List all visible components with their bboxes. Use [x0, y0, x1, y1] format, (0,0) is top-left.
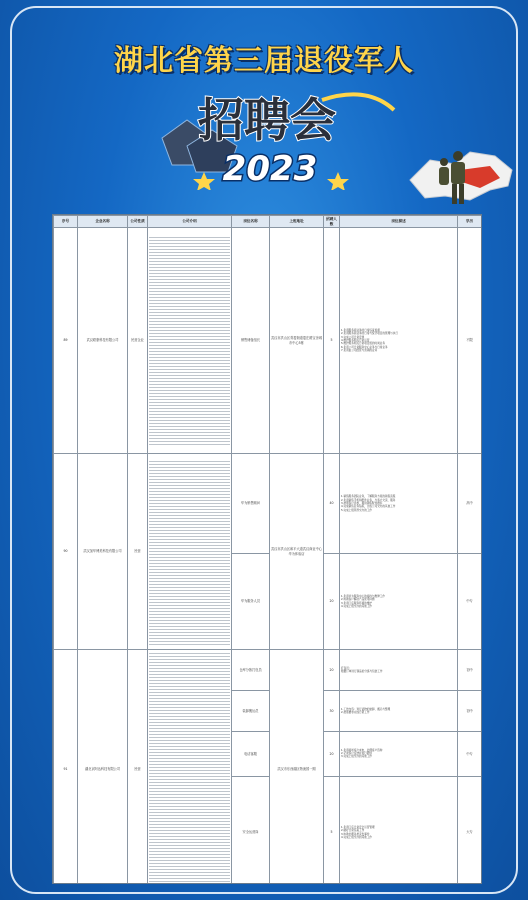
education: 中专	[458, 731, 482, 776]
position-name: 电话客服	[232, 731, 270, 776]
job-fair-logo	[132, 80, 402, 190]
company-intro	[148, 650, 232, 884]
logo-year: 2023	[222, 149, 318, 189]
header-education: 学历	[458, 216, 482, 228]
position-description: 打包员： 根据订单进行商品的分拣与包装工作	[340, 650, 458, 691]
company-nature: 民营	[128, 650, 148, 884]
hire-count: 5	[324, 228, 340, 454]
position-description: 1.负责服务商业务的日常巡查监督 2.负责服务商业务的日常与统计项目的管理与执行 3.完成公司日常安排 4.维护服务网点日常运营 5.维护服务网点日常项目组的时尚业务 6.负责公司日常服务中心业务与日常业务 7.负责由公司经营与营销的业务	[340, 228, 458, 454]
table-row	[54, 650, 482, 691]
header-intro: 公司介绍	[148, 216, 232, 228]
hire-count: 20	[324, 731, 340, 776]
education: 初中	[458, 691, 482, 732]
education: 不限	[458, 228, 482, 454]
company-intro	[148, 454, 232, 650]
company-name: 武汉联康科技有限公司	[78, 228, 128, 454]
intro-text-block	[149, 459, 230, 645]
hire-count: 20	[324, 554, 340, 650]
logo-text: 招聘会	[198, 93, 336, 147]
hire-count: 5	[324, 776, 340, 884]
table-row	[54, 228, 482, 454]
row-no: 90	[54, 454, 78, 650]
header-address: 上班地址	[270, 216, 324, 228]
hire-count: 40	[324, 454, 340, 554]
table-header-row	[54, 216, 482, 228]
intro-text-block	[149, 651, 230, 884]
work-address: 武汉市洪山区和平大道武汉商业中心华为体验店	[270, 454, 324, 650]
poster-title: 湖北省第三届退役军人	[113, 43, 414, 77]
education: 大专	[458, 776, 482, 884]
job-table	[53, 215, 482, 884]
company-nature: 民营	[128, 454, 148, 650]
header-position: 岗位名称	[232, 216, 270, 228]
position-name: 华为销售顾问	[232, 454, 270, 554]
education: 中专	[458, 554, 482, 650]
education: 高中	[458, 454, 482, 554]
row-no: 89	[54, 228, 78, 454]
company-name: 武汉加华博美科技有限公司	[78, 454, 128, 650]
position-description: 1.负责接听客户来电，处理客户咨询 2.记录客户反馈并进行跟进 3.完成上级交办的其他工作	[340, 731, 458, 776]
position-description: 1.负责门店日常安全运营管理 2.做好日常巡查工作 3.协助处理各类突发事件 4.完成上级交办的其他工作	[340, 776, 458, 884]
education: 初中	[458, 650, 482, 691]
position-name: 装卸搬运员	[232, 691, 270, 732]
company-nature: 民营企业	[128, 228, 148, 454]
table-row	[54, 454, 482, 554]
position-description: 1.负责华为服务中心的接待与维修工作 2.协助客户解决产品使用问题 3.负责门店服务环境的维护 4.完成上级交办的其他工作	[340, 554, 458, 650]
work-address: 武汉市东西湖区物流园一期	[270, 650, 324, 884]
position-description: 1.工作内容：进行货物的装卸、搬运与整理 2.按照要求完成日常工作	[340, 691, 458, 732]
position-name: 华为服务人员	[232, 554, 270, 650]
header-nature: 公司性质	[128, 216, 148, 228]
job-table-container	[52, 214, 482, 884]
position-name: 销售储备组长	[232, 228, 270, 454]
hire-count: 30	[324, 691, 340, 732]
company-name: 湖北京阿达科技有限公司	[78, 650, 128, 884]
header-no: 序号	[54, 216, 78, 228]
position-description: 1.销售服务团队业务，了解服务方案的销售流程 2.负责销售手机和配件业务，与客户交流、服务 3.按照客户需求，提供销售配件推荐 4.完成销售业务指标，达成公司交办的其他工作 5.完成上级领导交办的工作	[340, 454, 458, 554]
hire-count: 20	[324, 650, 340, 691]
header-count: 招聘人数	[324, 216, 340, 228]
position-name: 仓库分拣打包员	[232, 650, 270, 691]
header-description: 岗位描述	[340, 216, 458, 228]
row-no: 91	[54, 650, 78, 884]
soldier-icon	[436, 148, 480, 208]
position-name: 安全运营岗	[232, 776, 270, 884]
header-company: 企业名称	[78, 216, 128, 228]
work-address: 武汉市洪山区青菱街道菱庄路宝舍城市中心5栋	[270, 228, 324, 454]
intro-text-block	[149, 235, 230, 447]
company-intro	[148, 228, 232, 454]
